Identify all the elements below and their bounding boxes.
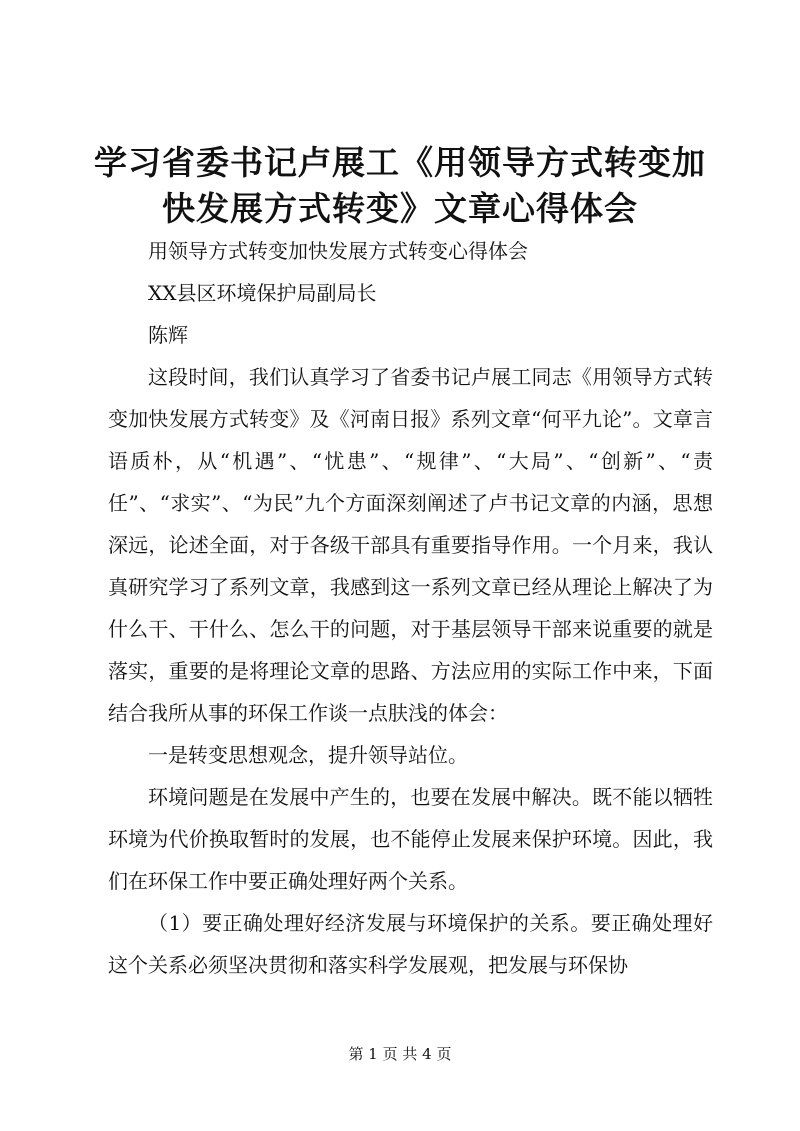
paragraph-author-position: XX县区环境保护局副局长 (148, 281, 377, 305)
document-body (108, 230, 713, 986)
document-title: 学习省委书记卢展工《用领导方式转变加快发展方式转变》文章心得体会 (94, 143, 706, 228)
paragraph-intro: 这段时间，我们认真学习了省委书记卢展工同志《用领导方式转变加快发展方式转变》及《河南日报》系列文章“何平九论”。文章言语质朴，从“机遇”、“忧患”、“规律”、“大局”、“创新”、“责任”、“求实”、“为民”九个方面深刻阐述了卢书记文章的内涵，思想深远，论述全面，对于各级干部具有重要指导作用。一个月来，我认真研究学习了系列文章，我感到这一系列文章已经从理论上解决了为什么干、干什么、怎么干的问题，对于基层领导干部来说重要的就是落实，重要的是将理论文章的思路、方法应用的实际工作中来，下面结合我所从事的环保工作谈一点肤浅的体会： (108, 365, 713, 725)
paragraph-environment: 环境问题是在发展中产生的，也要在发展中解决。既不能以牺牲环境为代价换取暂时的发展，也不能停止发展来保护环境。因此，我们在环保工作中要正确处理好两个关系。 (108, 785, 713, 893)
paragraph-item-1: （1）要正确处理好经济发展与环境保护的关系。要正确处理好这个关系必须坚决贯彻和落实科学发展观，把发展与环保协 (108, 911, 713, 977)
page-footer: 第 1 页 共 4 页 (348, 1045, 452, 1063)
paragraph-subtitle: 用领导方式转变加快发展方式转变心得体会 (148, 239, 528, 263)
paragraph-section-heading: 一是转变思想观念，提升领导站位。 (148, 743, 468, 767)
paragraph-author-name: 陈辉 (148, 323, 188, 347)
